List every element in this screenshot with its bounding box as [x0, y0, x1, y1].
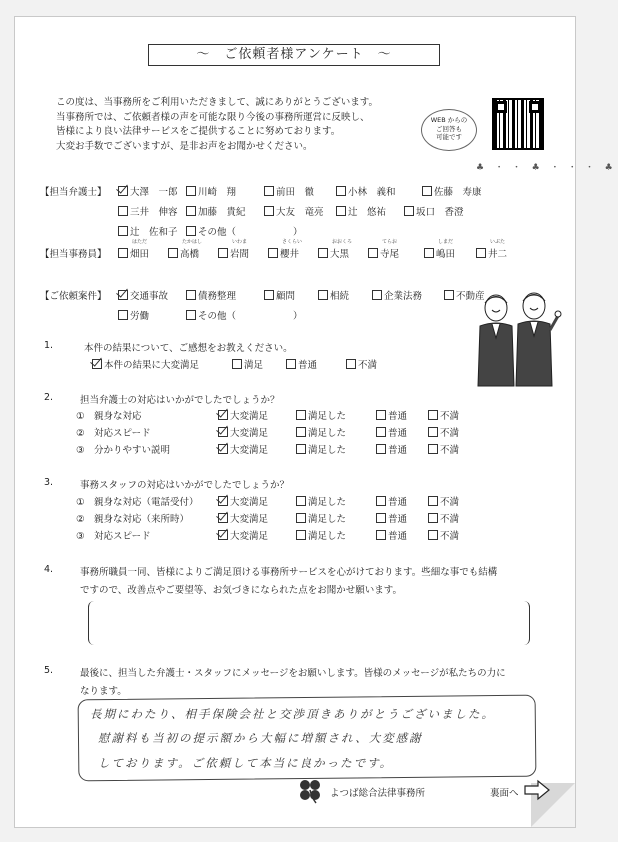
q2-scale-option[interactable]	[218, 408, 268, 422]
staff-furigana: いわま	[232, 239, 248, 245]
staff-option-label: 櫻井	[280, 249, 300, 260]
lawyer-option[interactable]	[336, 204, 386, 218]
q3-scale-option[interactable]	[218, 528, 268, 542]
lawyer-option-label: その他（ ）	[198, 227, 303, 238]
checkbox[interactable]	[118, 310, 128, 320]
checkbox[interactable]	[296, 530, 306, 540]
q2-scale-option-label: 満足した	[308, 428, 347, 439]
staff-furigana: おおくろ	[332, 239, 353, 245]
q3-scale-option[interactable]	[218, 511, 268, 525]
checkbox[interactable]	[444, 290, 454, 300]
q3-scale-option-label: 満足した	[308, 497, 347, 508]
case-option[interactable]	[186, 288, 236, 302]
lawyer-option[interactable]	[336, 184, 396, 198]
q2-scale-option[interactable]	[428, 408, 459, 422]
q2-number: 2.	[44, 392, 54, 403]
q2-scale-option-label: 満足した	[308, 411, 347, 422]
web-answer-bubble	[421, 109, 477, 151]
arrow-right-icon[interactable]	[524, 780, 550, 800]
bubble-line: ご回答も	[436, 124, 462, 133]
checkbox[interactable]	[186, 186, 196, 196]
checkbox[interactable]	[376, 444, 386, 454]
lawyer-option-label: 辻 佐和子	[130, 227, 178, 238]
q4-text-line: ですので、改善点やご要望等、お気づきになられた点をお聞かせ願います。	[80, 585, 403, 596]
q1-option[interactable]	[92, 357, 199, 371]
q2-scale-option-label: 満足した	[308, 445, 347, 456]
staff-option[interactable]	[268, 246, 299, 260]
q3-scale-option-label: 満足した	[308, 531, 347, 542]
checkbox[interactable]	[296, 410, 306, 420]
checkbox[interactable]	[336, 186, 346, 196]
q4-text-line: 事務所職員一同、皆様によりご満足頂ける事務所サービスを心がけております。些細な事でも結構	[80, 567, 498, 578]
q2-scale-option-label: 普通	[388, 411, 408, 422]
checkbox[interactable]	[376, 513, 386, 523]
case-option-label: 債務整理	[198, 291, 237, 302]
checkbox[interactable]	[424, 248, 434, 258]
case-option-label: 労働	[130, 311, 150, 322]
checkbox[interactable]	[336, 206, 346, 216]
checkbox[interactable]	[218, 248, 228, 258]
checkbox[interactable]	[232, 359, 242, 369]
q2-scale-option[interactable]	[296, 425, 346, 439]
staff-option-label: 大黒	[330, 249, 350, 260]
q1-option-label: 本件の結果に大変満足	[104, 360, 200, 371]
staff-option[interactable]	[118, 246, 149, 260]
checkbox[interactable]	[318, 248, 328, 258]
checkbox[interactable]	[218, 410, 228, 420]
checkbox[interactable]	[376, 427, 386, 437]
case-option-label: 交通事故	[130, 291, 169, 302]
checkbox[interactable]	[368, 248, 378, 258]
checkbox[interactable]	[346, 359, 356, 369]
q3-scale-option-label: 不満	[440, 514, 460, 525]
q5-answer-line: しております。ご依頼して本当に良かったです。	[98, 756, 394, 770]
q1-number: 1.	[44, 340, 54, 351]
q5-answer-line: 慰謝料も当初の提示額から大幅に増額され、大変感謝	[98, 731, 423, 745]
q2-row-label: ② 対応スピード	[76, 428, 151, 439]
staff-option[interactable]	[368, 246, 399, 260]
checkbox[interactable]	[376, 530, 386, 540]
q2-text: 担当弁護士の対応はいかがでしたでしょうか？	[80, 395, 280, 406]
q2-scale-option[interactable]	[376, 442, 407, 456]
checkbox[interactable]	[296, 444, 306, 454]
q2-scale-option-label: 不満	[440, 445, 460, 456]
staff-option-label: 畑田	[130, 249, 150, 260]
staff-label: 【担当事務員】	[40, 249, 107, 260]
checkbox[interactable]	[428, 427, 438, 437]
q1-option[interactable]	[286, 357, 317, 371]
checkbox[interactable]	[186, 226, 196, 236]
lawyer-option-label: 佐藤 寿康	[434, 187, 482, 198]
q2-scale-option-label: 大変満足	[230, 445, 269, 456]
intro-line: この度は、当事務所をご利用いただきまして、誠にありがとうございます。	[56, 97, 379, 108]
checkbox[interactable]	[118, 226, 128, 236]
staff-option[interactable]	[476, 246, 507, 260]
lawyer-option[interactable]	[186, 204, 246, 218]
intro-line: 大変お手数でございますが、是非お声をお聞かせください。	[56, 140, 313, 152]
q2-scale-option[interactable]	[218, 442, 268, 456]
checkbox[interactable]	[372, 290, 382, 300]
q3-scale-option-label: 普通	[388, 514, 408, 525]
checkbox[interactable]	[296, 513, 306, 523]
checkbox[interactable]	[296, 427, 306, 437]
checkbox[interactable]	[92, 359, 102, 369]
lawyer-option[interactable]	[186, 224, 303, 238]
q2-scale-option[interactable]	[428, 442, 459, 456]
staff-furigana: はただ	[132, 239, 148, 245]
intro-line: 当事務所では、ご依頼者様の声を可能な限り今後の事務所運営に反映し、	[56, 111, 370, 123]
staff-option-label: 寺尾	[380, 249, 400, 260]
q1-option[interactable]	[346, 357, 377, 371]
checkbox[interactable]	[428, 444, 438, 454]
case-option[interactable]	[186, 308, 303, 322]
lawyer-option[interactable]	[264, 204, 324, 218]
intro-line: 皆様により良い法律サービスをご提供することに努めております。	[56, 126, 341, 137]
checkbox[interactable]	[168, 248, 178, 258]
q3-scale-option-label: 普通	[388, 531, 408, 542]
q2-scale-option-label: 普通	[388, 445, 408, 456]
staff-furigana: てらお	[382, 239, 398, 245]
q3-row-label: ③ 対応スピード	[76, 531, 151, 542]
lawyer-option[interactable]	[118, 184, 178, 198]
lawyer-option-label: 三井 伸容	[130, 207, 178, 218]
lawyer-option[interactable]	[186, 184, 236, 198]
checkbox[interactable]	[264, 290, 274, 300]
lawyer-option[interactable]	[422, 184, 482, 198]
q3-scale-option-label: 大変満足	[230, 514, 269, 525]
q3-row-label: ① 親身な対応（電話受付）	[76, 497, 199, 508]
q1-option-label: 不満	[358, 360, 378, 371]
firm-name: よつば総合法律事務所	[330, 788, 426, 799]
checkbox[interactable]	[218, 496, 228, 506]
qr-code[interactable]	[492, 98, 544, 150]
staff-option-label: 井二	[488, 249, 508, 260]
q2-scale-option-label: 普通	[388, 428, 408, 439]
q1-option-label: 満足	[244, 360, 264, 371]
back-page-label: 裏面へ	[490, 788, 519, 799]
q3-scale-option-label: 不満	[440, 531, 460, 542]
q2-scale-option-label: 大変満足	[230, 428, 269, 439]
checkbox[interactable]	[296, 496, 306, 506]
clover-decoration: ♣ ･ ･ ♣ ･ ･ ･ ♣	[476, 163, 618, 173]
checkbox[interactable]	[218, 427, 228, 437]
checkbox[interactable]	[318, 290, 328, 300]
q3-scale-option[interactable]	[428, 494, 459, 508]
q2-scale-option[interactable]	[218, 425, 268, 439]
staff-option-label: 岩間	[230, 249, 250, 260]
q2-scale-option-label: 不満	[440, 428, 460, 439]
case-option-label: 顧問	[276, 291, 296, 302]
cases-label: 【ご依頼案件】	[40, 291, 107, 302]
q3-scale-option[interactable]	[296, 511, 346, 525]
clover-logo-icon	[296, 776, 324, 804]
staff-option[interactable]	[318, 246, 349, 260]
lawyer-option-label: 小林 義和	[348, 187, 396, 198]
staff-furigana: しまだ	[438, 239, 454, 245]
q3-scale-option-label: 大変満足	[230, 497, 269, 508]
case-option[interactable]	[372, 288, 422, 302]
staff-option-label: 高橋	[180, 249, 200, 260]
checkbox[interactable]	[428, 410, 438, 420]
q2-scale-option-label: 大変満足	[230, 411, 269, 422]
checkbox[interactable]	[186, 206, 196, 216]
bubble-line: 可能です	[436, 133, 462, 141]
q2-scale-option[interactable]	[296, 408, 346, 422]
q2-scale-option[interactable]	[428, 425, 459, 439]
lawyer-option[interactable]	[118, 204, 178, 218]
q2-scale-option[interactable]	[376, 408, 407, 422]
q3-scale-option[interactable]	[296, 494, 346, 508]
checkbox[interactable]	[376, 496, 386, 506]
q3-scale-option[interactable]	[376, 511, 407, 525]
q3-row-label: ② 親身な対応（来所時）	[76, 514, 190, 525]
checkbox[interactable]	[422, 186, 432, 196]
q5-text-line: なります。	[80, 686, 127, 697]
checkbox[interactable]	[264, 206, 274, 216]
checkbox[interactable]	[268, 248, 278, 258]
checkbox[interactable]	[428, 496, 438, 506]
lawyer-option-label: 大友 竜亮	[276, 207, 324, 218]
checkbox[interactable]	[118, 206, 128, 216]
lawyer-option-label: 大澤 一郎	[130, 187, 178, 198]
lawyer-option[interactable]	[118, 224, 178, 238]
q3-scale-option-label: 大変満足	[230, 531, 269, 542]
q5-answer-line: 長期にわたり、相手保険会社と交渉頂きありがとうございました。	[90, 707, 495, 721]
staff-furigana: たかはし	[182, 239, 203, 245]
checkbox[interactable]	[476, 248, 486, 258]
staff-option[interactable]	[218, 246, 249, 260]
intro-text	[56, 96, 456, 154]
case-option[interactable]	[118, 308, 149, 322]
q3-scale-option[interactable]	[376, 528, 407, 542]
q3-scale-option[interactable]	[218, 494, 268, 508]
case-option[interactable]	[118, 288, 168, 302]
lawyer-option-label: 辻 悠祐	[348, 207, 387, 218]
checkbox[interactable]	[118, 290, 128, 300]
q4-number: 4.	[44, 564, 54, 575]
staff-furigana: さくらい	[282, 239, 303, 245]
staff-option[interactable]	[424, 246, 455, 260]
q5-number: 5.	[44, 665, 54, 676]
bubble-line: WEB からの	[430, 116, 468, 124]
checkbox[interactable]	[264, 186, 274, 196]
page-title: ～ ご依頼者様アンケート ～	[148, 44, 440, 66]
staff-option-label: 嶋田	[436, 249, 456, 260]
q3-scale-option-label: 不満	[440, 497, 460, 508]
checkbox[interactable]	[404, 206, 414, 216]
q1-text: 本件の結果について、ご感想をお教えください。	[84, 343, 293, 354]
checkbox[interactable]	[218, 513, 228, 523]
checkbox[interactable]	[118, 186, 128, 196]
case-option-label: 不動産	[456, 291, 485, 302]
checkbox[interactable]	[186, 310, 196, 320]
q3-scale-option[interactable]	[376, 494, 407, 508]
checkbox[interactable]	[218, 444, 228, 454]
q3-scale-option-label: 普通	[388, 497, 408, 508]
lawyer-option[interactable]	[404, 204, 464, 218]
lawyer-option[interactable]	[264, 184, 314, 198]
q3-scale-option[interactable]	[428, 511, 459, 525]
q2-scale-option-label: 不満	[440, 411, 460, 422]
staff-option[interactable]	[168, 246, 199, 260]
checkbox[interactable]	[186, 290, 196, 300]
lawyers-label: 【担当弁護士】	[40, 187, 107, 198]
q3-text: 事務スタッフの対応はいかがでしたでしょうか？	[80, 480, 290, 491]
q3-number: 3.	[44, 477, 54, 488]
q5-text-line: 最後に、担当した弁護士・スタッフにメッセージをお願いします。皆様のメッセージが私たちの力に	[80, 668, 506, 679]
q3-scale-option-label: 満足した	[308, 514, 347, 525]
checkbox[interactable]	[118, 248, 128, 258]
q2-row-label: ③ 分かりやすい説明	[76, 445, 171, 456]
staff-illustration	[470, 286, 560, 392]
checkbox[interactable]	[218, 530, 228, 540]
case-option-label: 企業法務	[384, 291, 423, 302]
case-option-label: 相続	[330, 291, 350, 302]
q1-option-label: 普通	[298, 360, 318, 371]
case-option-label: その他（ ）	[198, 311, 303, 322]
checkbox[interactable]	[428, 530, 438, 540]
checkbox[interactable]	[376, 410, 386, 420]
case-option[interactable]	[318, 288, 349, 302]
lawyer-option-label: 前田 徹	[276, 187, 315, 198]
checkbox[interactable]	[286, 359, 296, 369]
q2-scale-option[interactable]	[376, 425, 407, 439]
checkbox[interactable]	[428, 513, 438, 523]
q4-answer-box[interactable]	[88, 601, 530, 645]
q2-scale-option[interactable]	[296, 442, 346, 456]
case-option[interactable]	[264, 288, 295, 302]
q3-scale-option[interactable]	[428, 528, 459, 542]
staff-furigana: いぶた	[490, 239, 506, 245]
q1-option[interactable]	[232, 357, 263, 371]
lawyer-option-label: 加藤 貴紀	[198, 207, 246, 218]
q3-scale-option[interactable]	[296, 528, 346, 542]
q2-row-label: ① 親身な対応	[76, 411, 142, 422]
lawyer-option-label: 坂口 香澄	[416, 207, 464, 218]
lawyer-option-label: 川崎 翔	[198, 187, 237, 198]
